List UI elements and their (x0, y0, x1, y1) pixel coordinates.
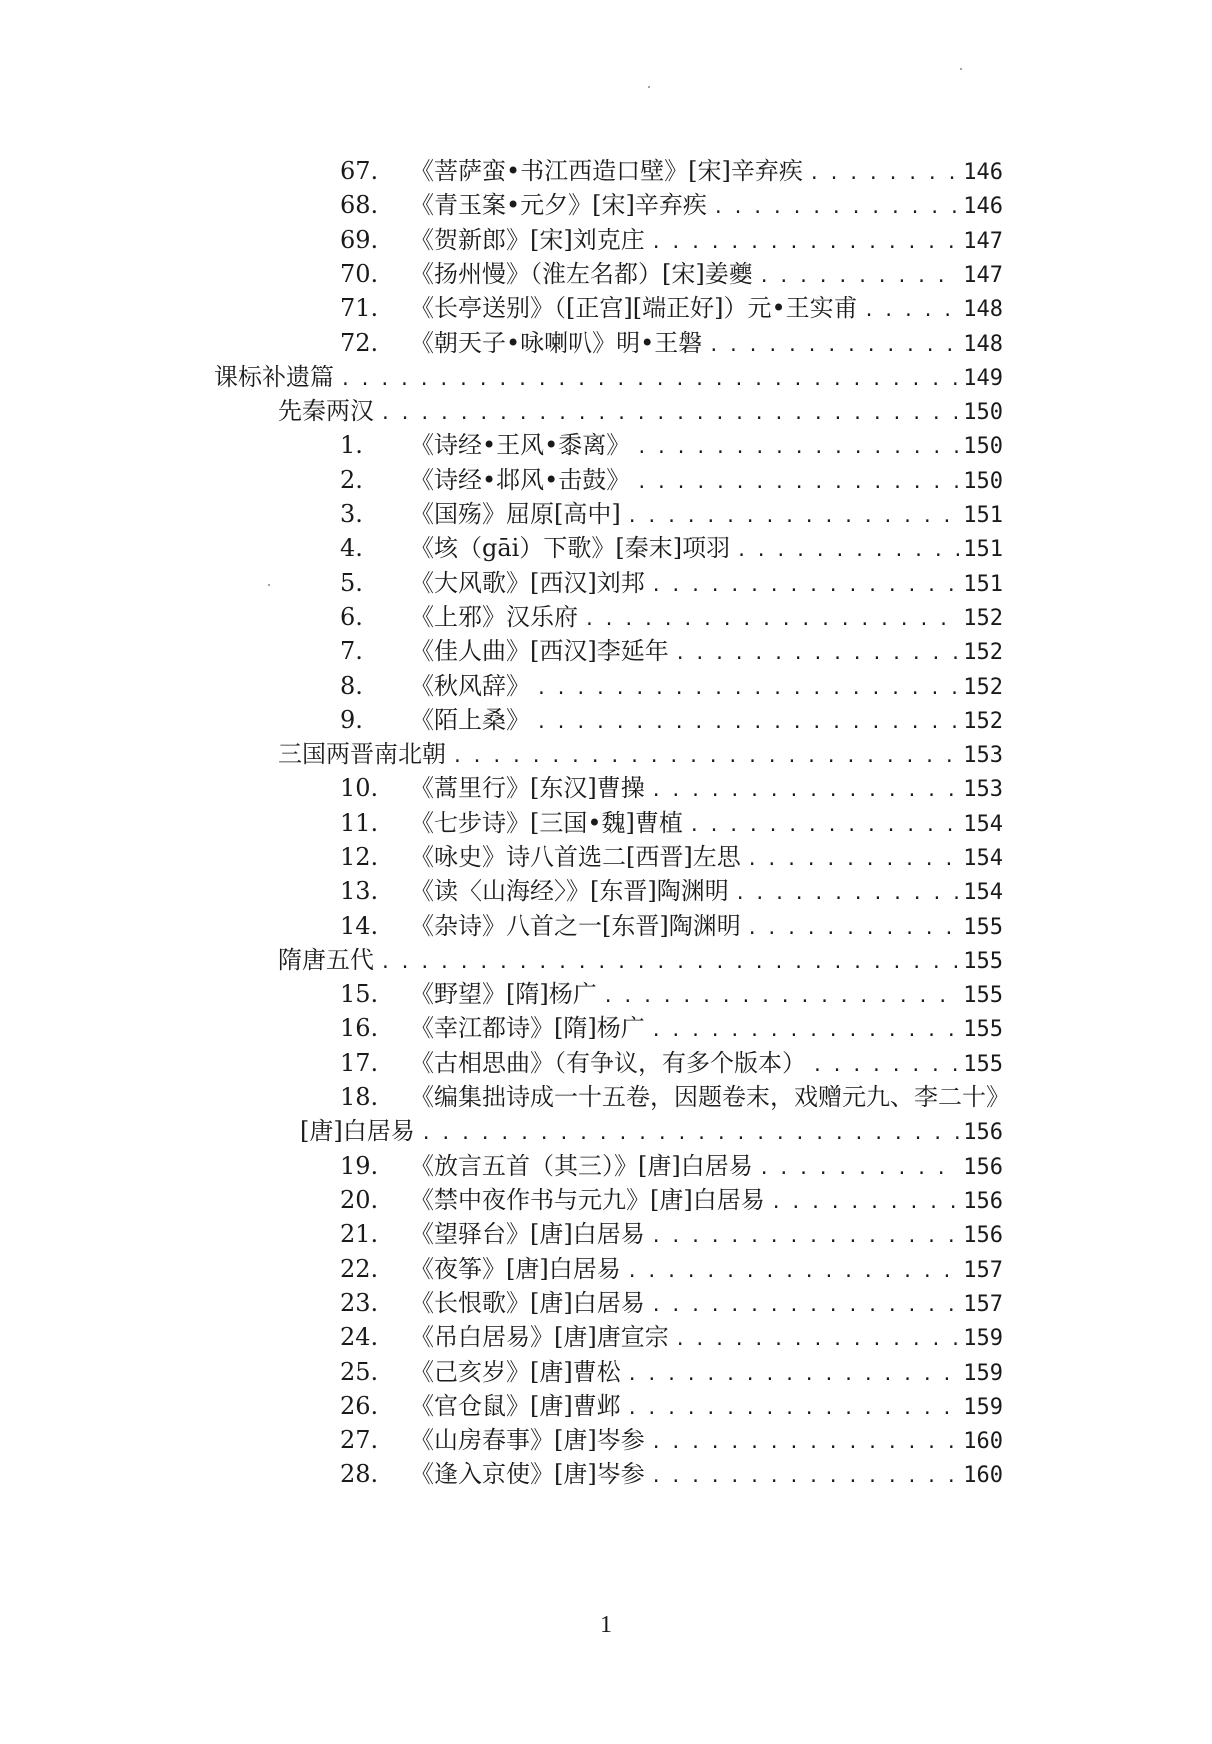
toc-entry (340, 497, 1003, 531)
toc-leader-dots (627, 1392, 960, 1426)
toc-entry-number: 14. (340, 912, 379, 940)
toc-entry-title: 《禁中夜作书与元九》[唐]白居易 (410, 1186, 765, 1214)
toc-entry-title: 《幸江都诗》[隋]杨广 (410, 1014, 645, 1042)
toc-entry-number: 24. (340, 1323, 379, 1351)
toc-entry-page: 155 (963, 1017, 1003, 1042)
toc-entry-number: 72. (340, 329, 379, 357)
toc-entry (340, 566, 1003, 600)
toc-entry-title: 《咏史》诗八首选二[西晋]左思 (410, 843, 741, 871)
toc-entry-number: 8. (340, 672, 363, 700)
toc-entry-title: 《放言五首（其三）》[唐]白居易 (410, 1152, 753, 1180)
toc-entry (340, 669, 1003, 703)
toc-entry-title: 《读〈山海经〉》[东晋]陶渊明 (410, 877, 729, 905)
toc-entry-title: 《青玉案•元夕》[宋]辛弃疾 (410, 191, 707, 219)
toc-entry-page: 152 (963, 709, 1003, 734)
toc-entry (214, 360, 1003, 394)
toc-leader-dots (651, 774, 960, 808)
toc-entry-title: 《大风歌》[西汉]刘邦 (410, 569, 645, 597)
toc-entry (340, 463, 1003, 497)
toc-entry-number: 6. (340, 603, 363, 631)
toc-entry-page: 152 (963, 675, 1003, 700)
toc-entry (340, 1320, 1003, 1354)
toc-entry-title: 《古相思曲》（有争议，有多个版本） (410, 1049, 806, 1077)
toc-leader-dots (708, 329, 959, 363)
toc-entry-number: 3. (340, 500, 363, 528)
toc-entry (340, 634, 1003, 668)
toc-entry-page: 146 (963, 194, 1003, 219)
toc-leader-dots (651, 1014, 960, 1048)
toc-entry-title: [唐]白居易 (300, 1117, 415, 1145)
toc-entry-page: 155 (963, 949, 1003, 974)
toc-entry (340, 840, 1003, 874)
toc-entry-page: 155 (963, 983, 1003, 1008)
toc-leader-dots (864, 294, 960, 328)
toc-entry-number: 13. (340, 877, 379, 905)
toc-entry-number: 16. (340, 1014, 379, 1042)
toc-entry (278, 737, 1003, 771)
toc-leader-dots (627, 1358, 960, 1392)
toc-entry-page: 160 (963, 1429, 1003, 1454)
toc-entry-title: 《己亥岁》[唐]曹松 (410, 1358, 621, 1386)
toc-leader-dots (759, 1152, 960, 1186)
toc-entry-number: 10. (340, 774, 379, 802)
toc-leader-dots (747, 843, 960, 877)
toc-entry (340, 1080, 1040, 1114)
toc-entry-title: 先秦两汉 (278, 397, 374, 425)
toc-entry-page: 149 (963, 366, 1003, 391)
toc-entry-number: 18. (340, 1083, 379, 1111)
toc-entry-number: 12. (340, 843, 379, 871)
toc-entry-page: 151 (963, 537, 1003, 562)
toc-leader-dots (713, 191, 959, 225)
toc-entry-number: 11. (340, 809, 379, 837)
toc-entry-page: 159 (963, 1326, 1003, 1351)
toc-entry-number: 28. (340, 1460, 379, 1488)
toc-entry-number: 9. (340, 706, 363, 734)
toc-entry-title: 《杂诗》八首之一[东晋]陶渊明 (410, 912, 741, 940)
toc-entry-page: 151 (963, 572, 1003, 597)
toc-entry-number: 2. (340, 466, 363, 494)
toc-leader-dots (651, 569, 960, 603)
toc-entry-page: 152 (963, 640, 1003, 665)
toc-entry-title: 《扬州慢》（淮左名都）[宋]姜夔 (410, 260, 753, 288)
toc-leader-dots (651, 1289, 960, 1323)
toc-entry-page: 154 (963, 812, 1003, 837)
toc-entry-number: 68. (340, 191, 379, 219)
toc-entry (340, 806, 1003, 840)
page-number: 1 (600, 1612, 612, 1638)
toc-entry (340, 1457, 1003, 1491)
toc-entry-title: 《垓（gāi）下歌》[秦末]项羽 (410, 534, 731, 562)
toc-entry-number: 4. (340, 534, 363, 562)
toc-entry-number: 17. (340, 1049, 379, 1077)
toc-leader-dots (759, 260, 960, 294)
toc-leader-dots (735, 877, 960, 911)
toc-entry-number: 15. (340, 980, 379, 1008)
toc-leader-dots (675, 1323, 960, 1357)
toc-entry-number: 21. (340, 1220, 379, 1248)
toc-entry-number: 23. (340, 1289, 379, 1317)
toc-entry-title: 课标补遗篇 (214, 363, 334, 391)
toc-leader-dots (809, 157, 959, 191)
toc-entry-number: 25. (340, 1358, 379, 1386)
toc-leader-dots (651, 1220, 960, 1254)
toc-entry-page: 151 (963, 503, 1003, 528)
toc-entry (340, 600, 1003, 634)
toc-entry-number: 20. (340, 1186, 379, 1214)
toc-entry (340, 531, 1003, 565)
toc-entry-title: 隋唐五代 (278, 946, 374, 974)
toc-entry-page: 157 (963, 1292, 1003, 1317)
toc-entry-title: 《逢入京使》[唐]岑参 (410, 1460, 645, 1488)
toc-entry-title: 《贺新郎》[宋]刘克庄 (410, 226, 645, 254)
toc-entry (340, 188, 1003, 222)
toc-entry (278, 943, 1003, 977)
toc-entry-page: 146 (963, 160, 1003, 185)
toc-entry-title: 《望驿台》[唐]白居易 (410, 1220, 645, 1248)
toc-leader-dots (675, 637, 960, 671)
toc-entry (340, 1046, 1003, 1080)
toc-entry-title: 《官仓鼠》[唐]曹邺 (410, 1392, 621, 1420)
toc-entry (340, 291, 1003, 325)
toc-leader-dots (536, 672, 959, 706)
toc-entry-number: 1. (340, 431, 363, 459)
toc-entry (278, 394, 1003, 428)
toc-entry (340, 1252, 1003, 1286)
toc-entry-number: 67. (340, 157, 379, 185)
toc-entry-number: 70. (340, 260, 379, 288)
toc-entry-page: 156 (963, 1189, 1003, 1214)
toc-entry-title: 《诗经•邶风•击鼓》 (410, 466, 631, 494)
toc-entry-number: 69. (340, 226, 379, 254)
toc-leader-dots (736, 534, 959, 568)
toc-entry (300, 1114, 1003, 1148)
toc-entry-number: 71. (340, 294, 379, 322)
toc-entry-page: 156 (963, 1120, 1003, 1145)
toc-entry-title: 《夜筝》[唐]白居易 (410, 1255, 621, 1283)
toc-entry-title: 《陌上桑》 (410, 706, 530, 734)
toc-entry-page: 148 (963, 297, 1003, 322)
toc-entry (340, 909, 1003, 943)
scan-speck (648, 86, 650, 88)
toc-leader-dots (627, 500, 960, 534)
toc-entry-number: 22. (340, 1255, 379, 1283)
scan-speck (268, 584, 270, 586)
toc-entry (340, 1286, 1003, 1320)
toc-leader-dots (380, 397, 959, 431)
toc-entry-page: 159 (963, 1361, 1003, 1386)
toc-leader-dots (380, 946, 959, 980)
toc-entry-page: 155 (963, 915, 1003, 940)
toc-leader-dots (812, 1049, 959, 1083)
toc-entry (340, 1011, 1003, 1045)
toc-entry-page: 156 (963, 1223, 1003, 1248)
toc-entry-title: 《野望》[隋]杨广 (410, 980, 597, 1008)
toc-leader-dots (689, 809, 959, 843)
toc-entry-page: 152 (963, 606, 1003, 631)
toc-entry (340, 874, 1003, 908)
toc-entry-page: 154 (963, 880, 1003, 905)
toc-entry-page: 150 (963, 434, 1003, 459)
toc-entry-number: 27. (340, 1426, 379, 1454)
toc-entry-number: 7. (340, 637, 363, 665)
toc-entry-page: 159 (963, 1395, 1003, 1420)
toc-entry-page: 154 (963, 846, 1003, 871)
toc-entry (340, 977, 1003, 1011)
toc-entry-title: 《长恨歌》[唐]白居易 (410, 1289, 645, 1317)
toc-entry-title: 《吊白居易》[唐]唐宣宗 (410, 1323, 669, 1351)
toc-entry-page: 155 (963, 1052, 1003, 1077)
toc-leader-dots (651, 1460, 960, 1494)
toc-leader-dots (536, 706, 959, 740)
toc-entry-title: 《蒿里行》[东汉]曹操 (410, 774, 645, 802)
toc-entry (340, 1389, 1003, 1423)
toc-entry (340, 1423, 1003, 1457)
toc-leader-dots (636, 466, 959, 500)
toc-leader-dots (340, 363, 959, 397)
toc-entry-title: 《佳人曲》[西汉]李延年 (410, 637, 669, 665)
toc-entry-title: 《上邪》汉乐府 (410, 603, 578, 631)
toc-entry-title: 三国两晋南北朝 (278, 740, 446, 768)
toc-entry-page: 156 (963, 1155, 1003, 1180)
toc-leader-dots (452, 740, 959, 774)
toc-leader-dots (603, 980, 960, 1014)
toc-leader-dots (651, 1426, 960, 1460)
toc-entry (340, 1149, 1003, 1183)
toc-entry-title: 《诗经•王风•黍离》 (410, 431, 631, 459)
toc-entry-page: 147 (963, 263, 1003, 288)
toc-entry-title: 《编集拙诗成一十五卷，因题卷末，戏赠元九、李二十》 (410, 1083, 1010, 1111)
toc-entry (340, 771, 1003, 805)
toc-leader-dots (747, 912, 960, 946)
toc-entry (340, 703, 1003, 737)
toc-entry (340, 257, 1003, 291)
toc-leader-dots (771, 1186, 960, 1220)
toc-entry-title: 《长亭送别》（[正宫][端正好]）元•王实甫 (410, 294, 858, 322)
toc-entry (340, 223, 1003, 257)
toc-entry-title: 《秋风辞》 (410, 672, 530, 700)
toc-entry-page: 147 (963, 229, 1003, 254)
toc-entry-title: 《菩萨蛮•书江西造口壁》[宋]辛弃疾 (410, 157, 803, 185)
toc-entry-title: 《山房春事》[唐]岑参 (410, 1426, 645, 1454)
toc-entry-page: 160 (963, 1463, 1003, 1488)
toc-leader-dots (584, 603, 959, 637)
toc-entry-title: 《七步诗》[三国•魏]曹植 (410, 809, 683, 837)
toc-entry-page: 157 (963, 1258, 1003, 1283)
toc-entry-page: 150 (963, 469, 1003, 494)
toc-entry-number: 26. (340, 1392, 379, 1420)
toc-entry (340, 1183, 1003, 1217)
toc-leader-dots (627, 1255, 960, 1289)
toc-entry (340, 154, 1003, 188)
toc-entry-page: 153 (963, 777, 1003, 802)
toc-entry-page: 150 (963, 400, 1003, 425)
toc-leader-dots (421, 1117, 960, 1151)
toc-entry-title: 《国殇》屈原[高中] (410, 500, 621, 528)
toc-entry (340, 326, 1003, 360)
toc-entry-number: 5. (340, 569, 363, 597)
toc-entry-page: 148 (963, 332, 1003, 357)
toc-entry (340, 1355, 1003, 1389)
scan-speck (960, 68, 962, 70)
toc-entry (340, 1217, 1003, 1251)
toc-entry-title: 《朝天子•咏喇叭》明•王磐 (410, 329, 703, 357)
toc-leader-dots (651, 226, 960, 260)
toc-entry-number: 19. (340, 1152, 379, 1180)
toc-entry (340, 428, 1003, 462)
toc-entry-page: 153 (963, 743, 1003, 768)
toc-leader-dots (636, 431, 959, 465)
